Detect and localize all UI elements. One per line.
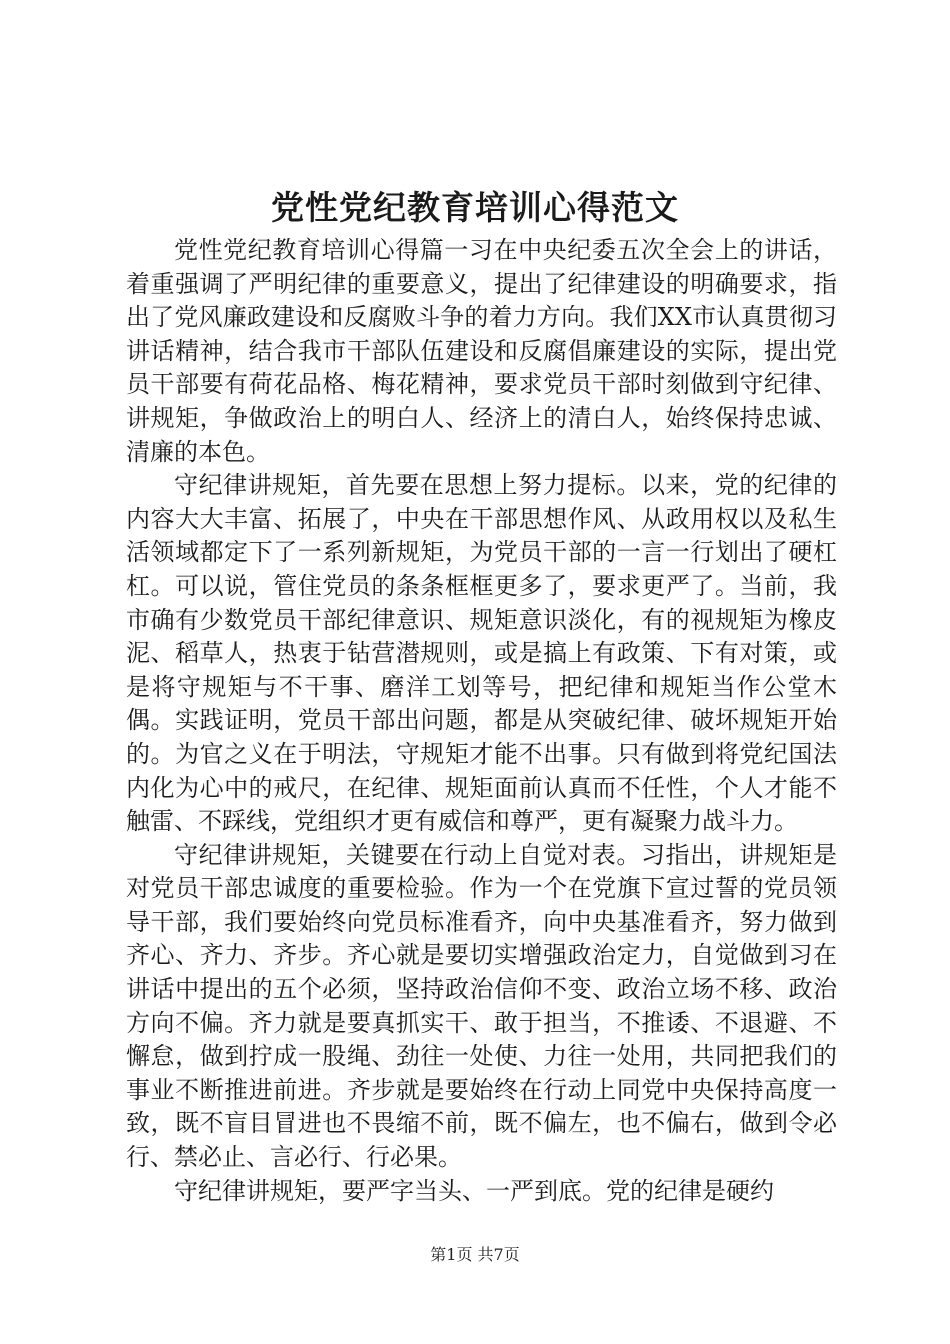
paragraph-2: 守纪律讲规矩，首先要在思想上努力提标。以来，党的纪律的内容大大丰富、拓展了，中央在干部思想作风、从政用权以及私生活领域都定下了一系列新规矩，为党员干部的一言一行划出了硬杠杠。可以说，管住党员的条条框框更多了，要求更严了。当前，我市确有少数党员干部纪律意识、规矩意识淡化，有的视规矩为橡皮泥、稻草人，热衷于钻营潜规则，或是搞上有政策、下有对策，或是将守规矩与不干事、磨洋工划等号，把纪律和规矩当作公堂木偶。实践证明，党员干部出问题，都是从突破纪律、破坏规矩开始的。为官之义在于明法，守规矩才能不出事。只有做到将党纪国法内化为心中的戒尺，在纪律、规矩面前认真而不任性，个人才能不触雷、不踩线，党组织才更有威信和尊严，更有凝聚力战斗力。 xyxy=(126,471,837,836)
paragraph-4: 守纪律讲规矩，要严字当头、一严到底。党的纪律是硬约 xyxy=(174,1176,774,1205)
document-title: 党性党纪教育培训心得范文 xyxy=(271,188,679,227)
document-body xyxy=(126,234,837,1208)
paragraph-3: 守纪律讲规矩，关键要在行动上自觉对表。习指出，讲规矩是对党员干部忠诚度的重要检验。作为一个在党旗下宣过誓的党员领导干部，我们要始终向党员标准看齐，向中央基准看齐，努力做到齐心、齐力、齐步。齐心就是要切实增强政治定力，自觉做到习在讲话中提出的五个必须，坚持政治信仰不变、政治立场不移、政治方向不偏。齐力就是要真抓实干、敢于担当，不推诿、不退避、不懈怠，做到拧成一股绳、劲往一处使、力往一处用，共同把我们的事业不断推进前进。齐步就是要始终在行动上同党中央保持高度一致，既不盲目冒进也不畏缩不前，既不偏左，也不偏右，做到令必行、禁必止、言必行、行必果。 xyxy=(126,840,837,1172)
paragraph-1: 党性党纪教育培训心得篇一习在中央纪委五次全会上的讲话，着重强调了严明纪律的重要意义，提出了纪律建设的明确要求，指出了党风廉政建设和反腐败斗争的着力方向。我们XX市认真贯彻习讲话精神，结合我市干部队伍建设和反腐倡廉建设的实际，提出党员干部要有荷花品格、梅花精神，要求党员干部时刻做到守纪律、讲规矩，争做政治上的明白人、经济上的清白人，始终保持忠诚、清廉的本色。 xyxy=(126,236,837,466)
page-footer: 第1页 共7页 xyxy=(430,1245,520,1264)
